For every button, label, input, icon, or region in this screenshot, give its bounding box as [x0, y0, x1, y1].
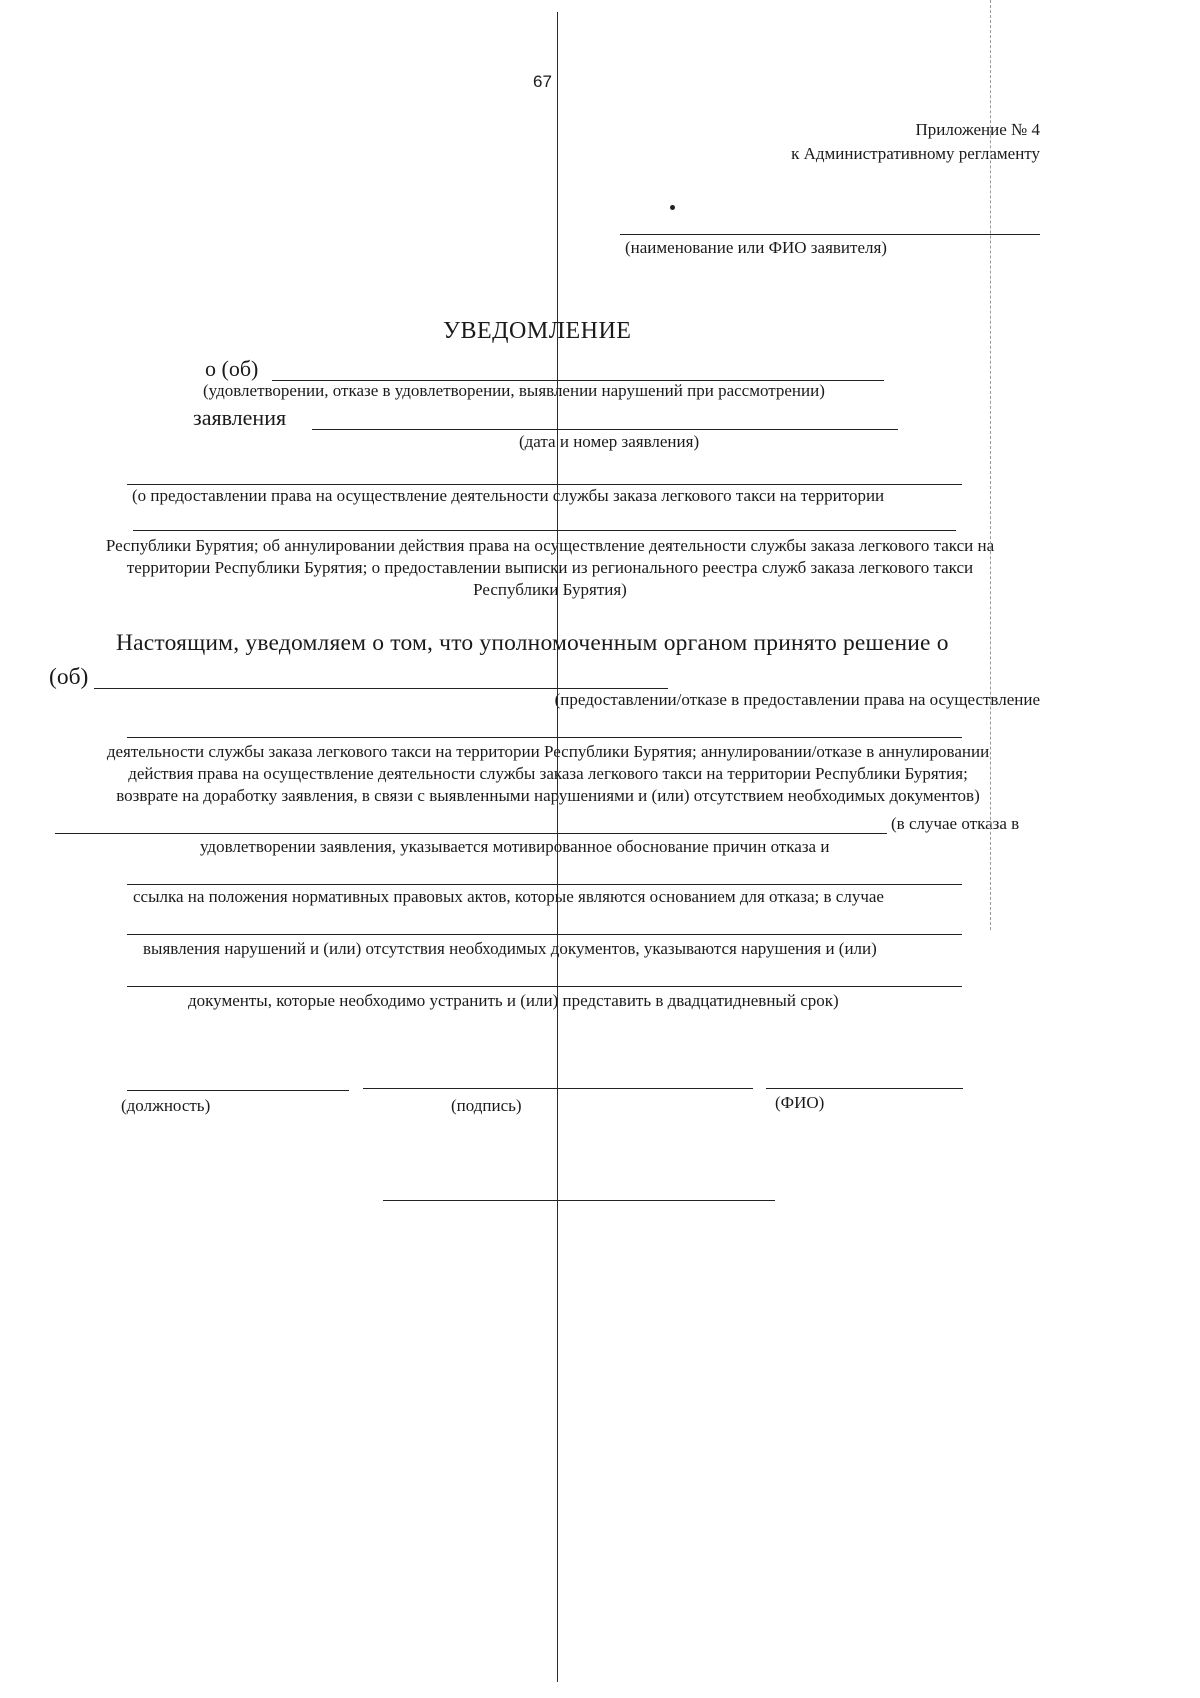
about-prefix: о (об): [205, 356, 259, 381]
decision-line: [94, 688, 668, 689]
decision-caption-b3: возврате на доработку заявления, в связи с выявленными нарушениями и (или) отсутствием необходимых документов): [116, 786, 980, 805]
applicant-line: [620, 234, 1040, 235]
applicant-caption: (наименование или ФИО заявителя): [625, 238, 887, 257]
subject-line-1: [127, 484, 962, 485]
scan-edge-line: [990, 0, 991, 930]
subject-caption-2: Республики Бурятия; об аннулировании действия права на осуществление деятельности службы заказа легкового такси на: [105, 536, 995, 555]
subject-caption-2-wrap: [0, 536, 1100, 556]
subject-caption-3-wrap: [0, 558, 1100, 578]
refusal-caption-3: выявления нарушений и (или) отсутствия необходимых документов, указываются нарушения и (или): [143, 939, 877, 958]
signature-caption: (подпись): [451, 1096, 522, 1115]
subject-caption-4-wrap: [0, 580, 1100, 600]
scan-fold-line: [557, 12, 558, 1682]
decision-caption-b2-wrap: [0, 764, 1096, 784]
subject-caption-1: (о предоставлении права на осуществление деятельности службы заказа легкового такси на территории: [132, 486, 885, 505]
decision-sentence: Настоящим, уведомляем о том, что уполномоченным органом принято решение о: [116, 630, 949, 656]
refusal-caption-4: документы, которые необходимо устранить и (или) представить в двадцатидневный срок): [188, 991, 839, 1010]
refusal-caption-1: удовлетворении заявления, указывается мотивированное обоснование причин отказа и: [200, 837, 830, 856]
decision-caption-b1-wrap: [0, 742, 1096, 762]
position-caption: (должность): [121, 1096, 211, 1115]
about-caption: (удовлетворении, отказе в удовлетворении, выявлении нарушений при рассмотрении): [203, 381, 825, 400]
bottom-line: [383, 1200, 775, 1201]
regulation-label: к Административному регламенту: [791, 144, 1040, 163]
refusal-caption-2: ссылка на положения нормативных правовых актов, которые являются основанием для отказа; в случае: [133, 887, 884, 906]
subject-caption-3: территории Республики Бурятия; о предоставлении выписки из регионального реестра служб заказа легкового такси: [126, 558, 974, 577]
appendix-label: Приложение № 4: [915, 120, 1040, 139]
decision-caption-b3-wrap: [0, 786, 1096, 806]
page-number: 67: [533, 72, 552, 91]
decision-caption-b2: действия права на осуществление деятельности службы заказа легкового такси на территории Республики Бурятия;: [128, 764, 968, 783]
refusal-line-4: [127, 986, 962, 987]
name-caption: (ФИО): [775, 1093, 825, 1112]
application-caption: (дата и номер заявления): [519, 432, 700, 451]
refusal-line-1: [55, 833, 887, 834]
application-prefix: заявления: [193, 405, 287, 430]
signature-line: [363, 1088, 753, 1089]
decision-line-2: [127, 737, 962, 738]
subject-caption-4: Республики Бурятия): [473, 580, 627, 599]
scan-dot: [670, 205, 675, 210]
decision-caption-b1: деятельности службы заказа легкового такси на территории Республики Бурятия; аннулировании/отказе в аннулировании: [106, 742, 990, 761]
position-line: [127, 1090, 349, 1091]
application-line: [312, 429, 898, 430]
decision-caption-a: (предоставлении/отказе в предоставлении права на осуществление: [554, 690, 1040, 709]
document-title: УВЕДОМЛЕНИЕ: [443, 318, 632, 344]
decision-prefix: (об): [49, 664, 89, 690]
refusal-tail: (в случае отказа в: [891, 814, 1020, 833]
refusal-line-3: [127, 934, 962, 935]
refusal-line-2: [127, 884, 962, 885]
name-line: [766, 1088, 963, 1089]
subject-line-2: [133, 530, 956, 531]
